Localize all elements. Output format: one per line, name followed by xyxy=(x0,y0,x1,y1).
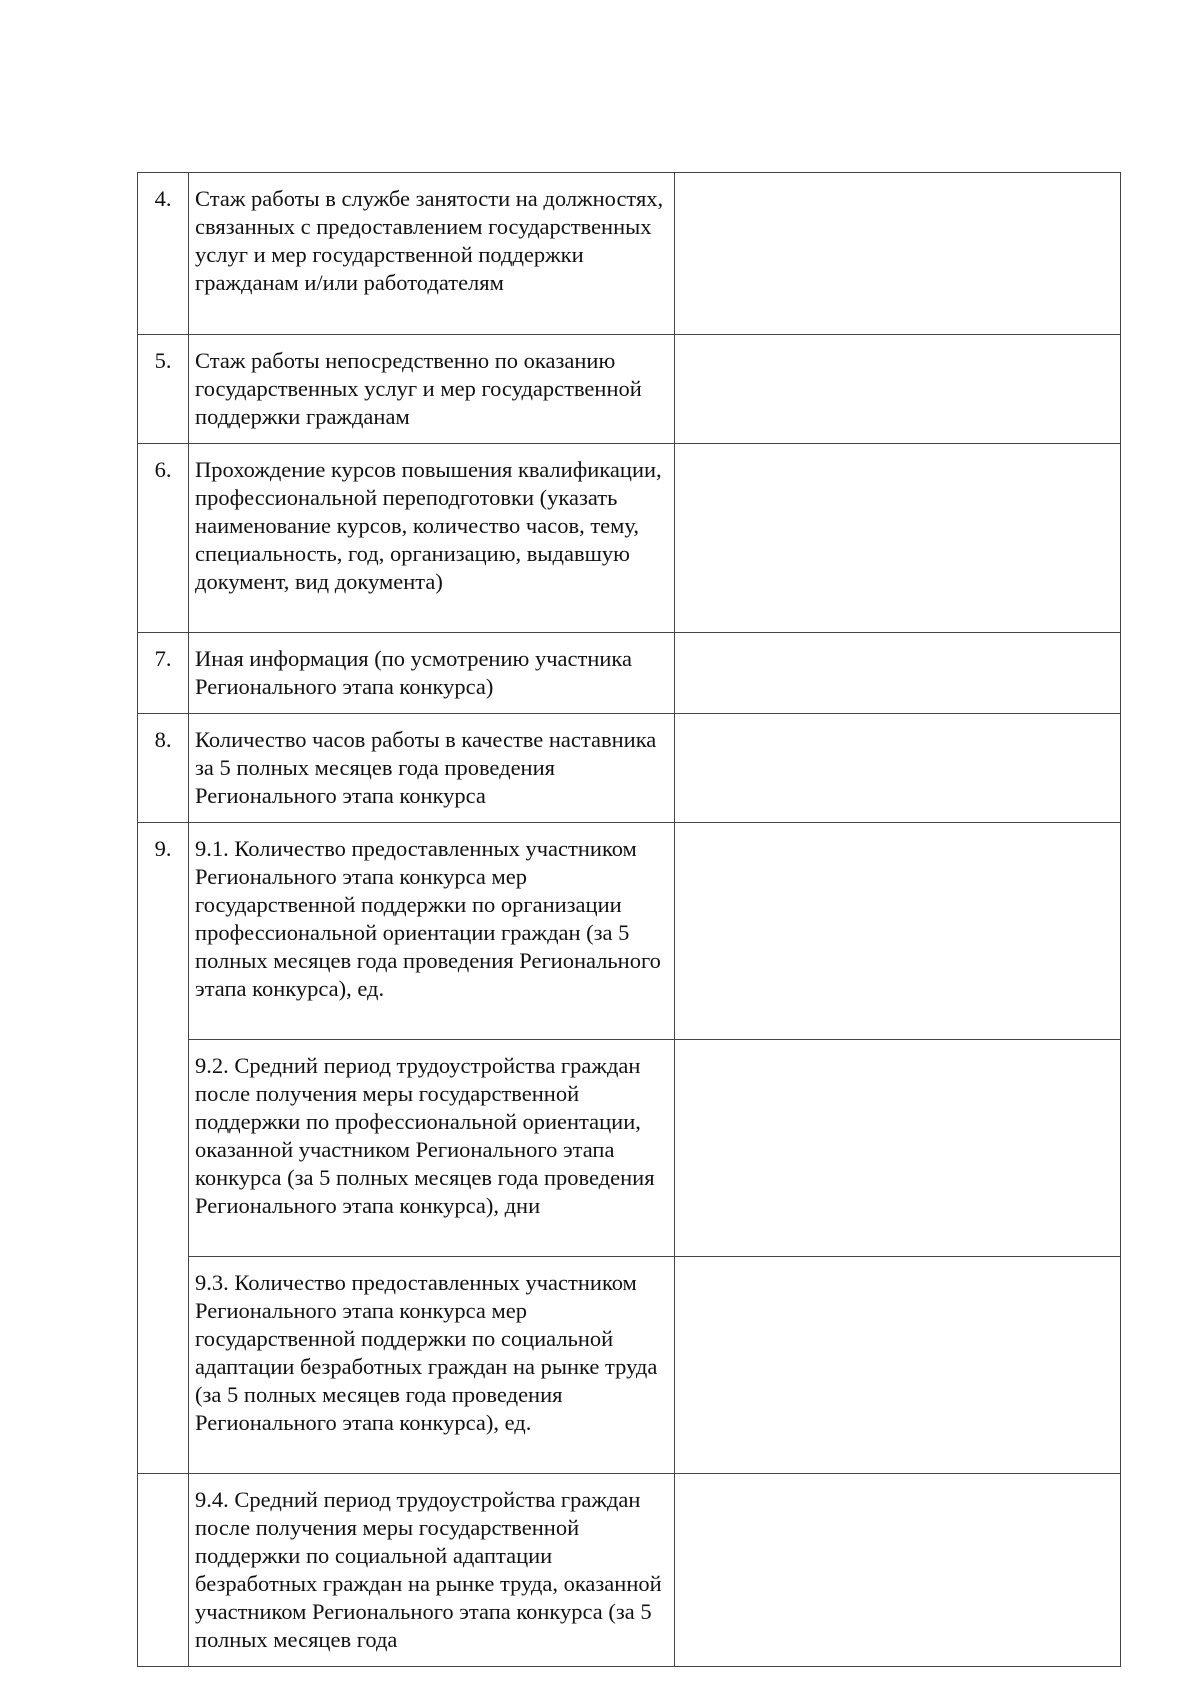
table-row-9-2 xyxy=(138,1040,1121,1257)
row-description: 9.2. Средний период трудоустройства граждан после получения меры государственной поддержки по профессиональной ориентации, оказанной участником Регионального этапа конкурса (за 5 полных месяцев года проведения Регионального этапа конкурса), дни xyxy=(189,1040,674,1257)
row-value-cell[interactable] xyxy=(674,633,1120,714)
table-row-8 xyxy=(138,714,1121,823)
row-description: Иная информация (по усмотрению участника Регионального этапа конкурса) xyxy=(189,633,674,714)
row-value-cell[interactable] xyxy=(674,1474,1120,1667)
row-value-cell[interactable] xyxy=(674,444,1120,633)
participant-info-table xyxy=(137,172,1121,1667)
row-value-cell[interactable] xyxy=(674,714,1120,823)
row-number: 7. xyxy=(138,633,189,714)
table-row-7 xyxy=(138,633,1121,714)
row-number: 4. xyxy=(138,173,189,335)
row-number: 6. xyxy=(138,444,189,633)
table-row-9-3 xyxy=(138,1257,1121,1474)
table-row-9-1 xyxy=(138,823,1121,1040)
row-description: 9.1. Количество предоставленных участником Регионального этапа конкурса мер государственной поддержки по организации профессиональной ориентации граждан (за 5 полных месяцев года проведения Регионального этапа конкурса), ед. xyxy=(189,823,674,1040)
table-row-4 xyxy=(138,173,1121,335)
row-description: 9.3. Количество предоставленных участником Регионального этапа конкурса мер государственной поддержки по социальной адаптации безработных граждан на рынке труда (за 5 полных месяцев года проведения Регионального этапа конкурса), ед. xyxy=(189,1257,674,1474)
table-row-9-4 xyxy=(138,1474,1121,1667)
row-description: Стаж работы непосредственно по оказанию государственных услуг и мер государственной поддержки гражданам xyxy=(189,335,674,444)
table-row-6 xyxy=(138,444,1121,633)
row-value-cell[interactable] xyxy=(674,335,1120,444)
row-value-cell[interactable] xyxy=(674,1257,1120,1474)
row-description: Прохождение курсов повышения квалификации, профессиональной переподготовки (указать наименование курсов, количество часов, тему, специальность, год, организацию, выдавшую документ, вид документа) xyxy=(189,444,674,633)
row-number: 5. xyxy=(138,335,189,444)
row-number: 9. xyxy=(138,823,189,1474)
row-description: Количество часов работы в качестве наставника за 5 полных месяцев года проведения Регионального этапа конкурса xyxy=(189,714,674,823)
table-row-5 xyxy=(138,335,1121,444)
row-number: 8. xyxy=(138,714,189,823)
row-value-cell[interactable] xyxy=(674,1040,1120,1257)
row-value-cell[interactable] xyxy=(674,823,1120,1040)
row-number xyxy=(138,1474,189,1667)
row-value-cell[interactable] xyxy=(674,173,1120,335)
row-description: Стаж работы в службе занятости на должностях, связанных с предоставлением государственных услуг и мер государственной поддержки гражданам и/или работодателям xyxy=(189,173,674,335)
row-description: 9.4. Средний период трудоустройства граждан после получения меры государственной поддержки по социальной адаптации безработных граждан на рынке труда, оказанной участником Регионального этапа конкурса (за 5 полных месяцев года xyxy=(189,1474,674,1667)
